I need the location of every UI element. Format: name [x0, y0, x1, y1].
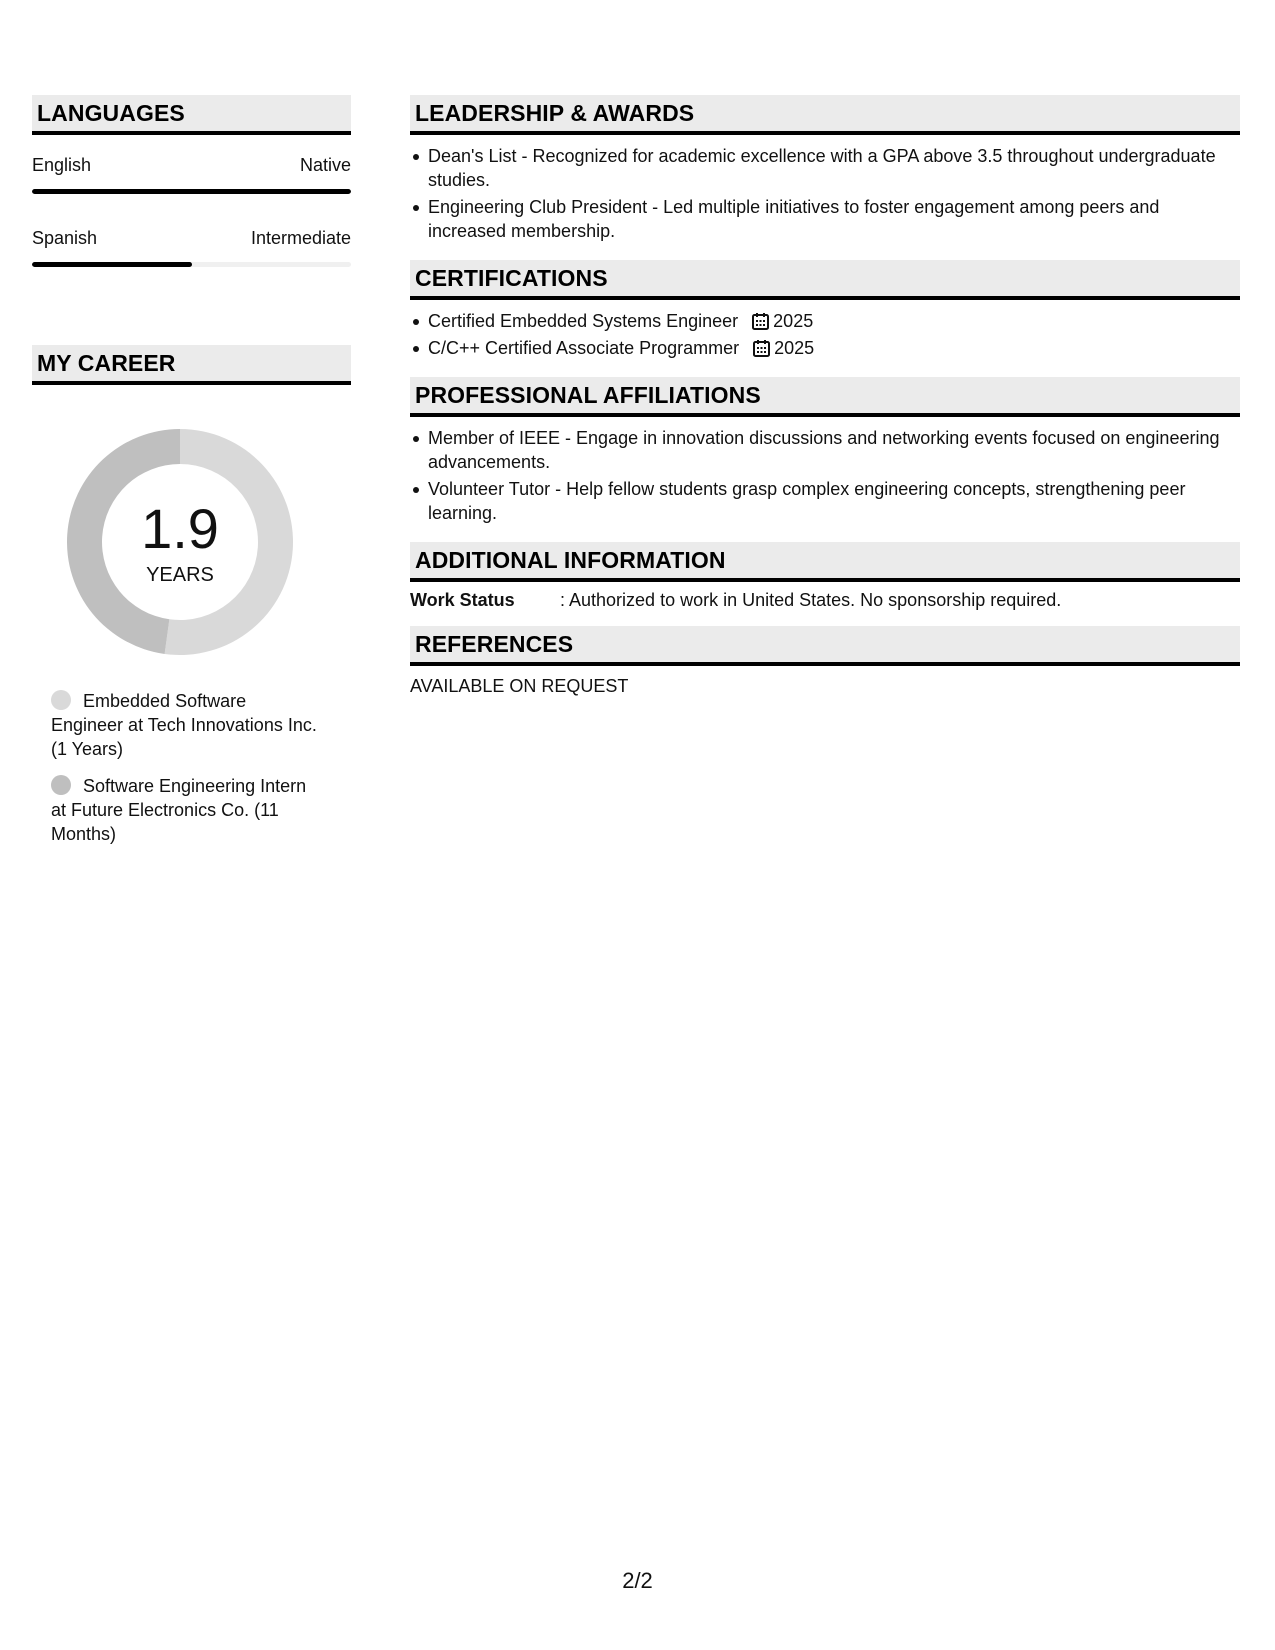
legend-dot [51, 690, 71, 710]
leadership-header [410, 95, 1240, 135]
language-bar-fill [32, 189, 351, 194]
certification-year: 2025 [774, 338, 815, 358]
donut-center [67, 497, 293, 587]
language-item-english [32, 153, 351, 194]
career-total-value: 1.9 [141, 497, 219, 560]
affiliations-body [410, 417, 1240, 542]
languages-header [32, 95, 351, 135]
leadership-list [410, 144, 1240, 243]
legend-item [51, 774, 321, 846]
references-section [410, 626, 1240, 698]
certifications-list [410, 309, 1240, 360]
career-total-unit: YEARS [146, 564, 214, 586]
certifications-section [410, 260, 1240, 377]
career-title: MY CAREER [37, 349, 176, 376]
leadership-section [410, 95, 1240, 260]
affiliations-header [410, 377, 1240, 417]
calendar-icon [752, 312, 769, 330]
list-item: Dean's List - Recognized for academic excellence with a GPA above 3.5 throughout undergraduate studies. [428, 144, 1240, 192]
certification-date [753, 338, 814, 358]
work-status-row [410, 582, 1240, 626]
references-header [410, 626, 1240, 666]
legend-label: Embedded Software Engineer at Tech Innovations Inc. (1 Years) [51, 691, 317, 759]
leadership-title: LEADERSHIP & AWARDS [415, 99, 695, 126]
additional-info-section [410, 542, 1240, 626]
list-item: Volunteer Tutor - Help fellow students grasp complex engineering concepts, strengthening peer learning. [428, 477, 1240, 525]
language-name: Spanish [32, 228, 98, 248]
affiliations-section [410, 377, 1240, 542]
work-status-label: Work Status [410, 590, 515, 610]
page-number: 2/2 [622, 1568, 653, 1593]
additional-info-header [410, 542, 1240, 582]
language-bar-fill [32, 262, 192, 267]
career-donut-chart [67, 429, 293, 655]
certification-year: 2025 [773, 311, 814, 331]
language-level: Intermediate [250, 228, 351, 248]
additional-info-title: ADDITIONAL INFORMATION [415, 546, 726, 573]
leadership-body [410, 135, 1240, 260]
affiliations-list [410, 426, 1240, 525]
right-column [410, 95, 1240, 698]
career-header [32, 345, 351, 385]
career-legend [51, 689, 321, 846]
language-row [32, 226, 351, 250]
legend-item [51, 689, 321, 761]
legend-label: Software Engineering Intern at Future Electronics Co. (11 Months) [51, 776, 307, 844]
left-column [32, 95, 351, 859]
calendar-icon [753, 339, 770, 357]
work-status-value: : Authorized to work in United States. No sponsorship required. [560, 590, 1062, 610]
certification-date [752, 311, 813, 331]
list-item [428, 309, 1240, 333]
references-title: REFERENCES [415, 630, 574, 657]
certifications-title: CERTIFICATIONS [415, 264, 608, 291]
language-bar-track [32, 262, 351, 267]
affiliations-title: PROFESSIONAL AFFILIATIONS [415, 381, 761, 408]
legend-dot [51, 775, 71, 795]
certifications-header [410, 260, 1240, 300]
career-section [32, 345, 351, 846]
certification-name: Certified Embedded Systems Engineer [428, 311, 739, 331]
language-name: English [32, 155, 92, 175]
list-item: Engineering Club President - Led multiple initiatives to foster engagement among peers and increased membership. [428, 195, 1240, 243]
language-item-spanish [32, 226, 351, 267]
certifications-body [410, 300, 1240, 377]
language-bar-track [32, 189, 351, 194]
list-item [428, 336, 1240, 360]
language-level: Native [299, 155, 351, 175]
languages-section [32, 95, 351, 267]
languages-title: LANGUAGES [37, 99, 185, 126]
list-item: Member of IEEE - Engage in innovation discussions and networking events focused on engineering advancements. [428, 426, 1240, 474]
language-row [32, 153, 351, 177]
references-text: AVAILABLE ON REQUEST [410, 676, 629, 696]
certification-name: C/C++ Certified Associate Programmer [428, 338, 740, 358]
